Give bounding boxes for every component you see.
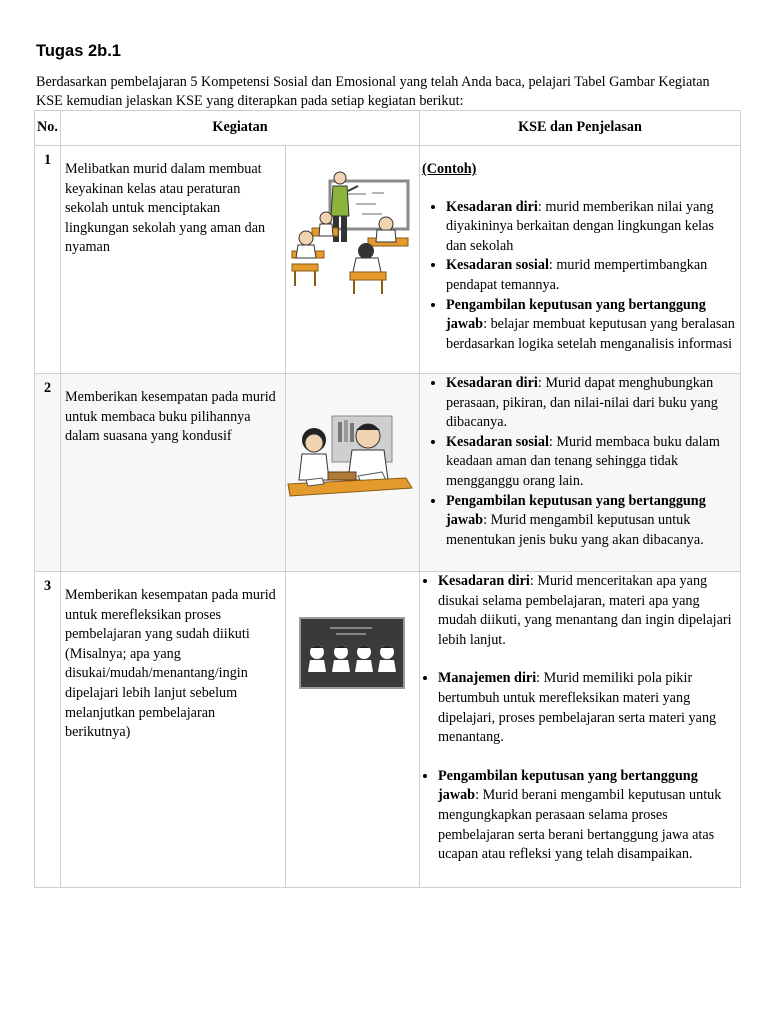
kse-list — [422, 198, 736, 355]
list-item — [446, 198, 736, 257]
row-number: 3 — [35, 572, 61, 888]
kse-term: Kesadaran diri — [446, 375, 538, 391]
kse-term: Pengambilan keputusan yang bertanggung jawab — [446, 296, 706, 333]
kse-term: Kesadaran diri — [446, 198, 538, 215]
kse-explanation: : Murid menceritakan apa yang disukai selama pembelajaran, materi apa yang mudah diikuti, yang menantang dan ingin dipelajari lebih lanjut. — [438, 573, 732, 648]
table-row — [35, 146, 741, 374]
kse-explanation: : Murid dapat menghubungkan perasaan, pikiran, dan nilai-nilai dari buku yang dibacanya. — [446, 375, 718, 431]
activity-image — [286, 146, 420, 374]
kse-term: Pengambilan keputusan yang bertanggung jawab — [438, 767, 698, 804]
list-item — [446, 374, 736, 433]
contoh-label: (Contoh) — [422, 161, 477, 177]
intro-paragraph: Berdasarkan pembelajaran 5 Kompetensi Sosial dan Emosional yang telah Anda baca, pelajari Tabel Gambar Kegiatan KSE kemudian jelaskan KSE yang diterapkan pada setiap kegiatan berikut: — [36, 74, 710, 109]
page-title: Tugas 2b.1 — [36, 42, 121, 60]
list-item — [438, 767, 736, 865]
kse-explanation: : Murid memiliki pola pikir bertumbuh untuk merefleksikan materi yang dipelajari, proses pembelajaran serta materi yang menantang. — [438, 670, 717, 746]
activity-image — [286, 374, 420, 572]
kse-cell — [420, 146, 741, 374]
kse-explanation: : Murid berani mengambil keputusan untuk mengungkapkan perasaan selama proses pembelajaran serta berani bertanggung jawa atas ucapan atau refleksi yang telah disampaikan. — [438, 787, 722, 863]
kse-explanation: : Murid membaca buku dalam keadaan aman dan tenang sehingga tidak mengganggu orang lain. — [446, 433, 720, 489]
row-number: 2 — [35, 374, 61, 572]
kse-explanation: : belajar membuat keputusan yang beralasan berdasarkan logika setelah menganalisis informasi — [446, 316, 735, 352]
list-item — [446, 492, 736, 551]
kse-term: Kesadaran sosial — [446, 257, 549, 274]
list-item — [446, 256, 736, 295]
list-item — [438, 572, 736, 650]
header-no: No. — [35, 111, 61, 146]
header-kse: KSE dan Penjelasan — [420, 111, 741, 146]
kegiatan-text: Memberikan kesempatan pada murid untuk merefleksikan proses pembelajaran yang sudah diikuti (Misalnya; apa yang disukai/mudah/menantang/ingin dipelajari lebih lanjut sebelum melanjutkan pembelajaran berikutnya) — [61, 572, 286, 888]
header-kegiatan: Kegiatan — [61, 111, 420, 146]
kegiatan-text: Melibatkan murid dalam membuat keyakinan kelas atau peraturan sekolah untuk menciptakan lingkungan sekolah yang aman dan nyaman — [61, 146, 286, 374]
activity-image — [286, 572, 420, 888]
kse-term: Kesadaran diri — [438, 573, 530, 589]
kse-table — [34, 110, 741, 888]
kse-term: Manajemen diri — [438, 670, 537, 687]
list-item — [446, 433, 736, 492]
list-item — [446, 296, 736, 355]
students-reading-illustration — [286, 380, 419, 530]
list-item — [438, 669, 736, 747]
table-row — [35, 572, 741, 888]
table-header-row — [35, 111, 741, 146]
kegiatan-text: Memberikan kesempatan pada murid untuk membaca buku pilihannya dalam suasana yang kondusif — [61, 374, 286, 572]
chalkboard-students-illustration — [286, 582, 419, 722]
kse-term: Pengambilan keputusan yang bertanggung jawab — [446, 492, 706, 529]
kse-list — [422, 374, 736, 550]
classroom-teacher-illustration — [286, 146, 419, 306]
kse-explanation: : murid memberikan nilai yang diyakininya berkaitan dengan lingkungan kelas dan sekolah — [446, 198, 714, 254]
kse-list — [422, 572, 736, 865]
kse-cell — [420, 572, 741, 888]
kse-term: Kesadaran sosial — [446, 433, 549, 450]
kse-explanation: : murid mempertimbangkan pendapat temannya. — [446, 257, 708, 293]
kse-explanation: : Murid mengambil keputusan untuk menentukan jenis buku yang akan dibacanya. — [446, 512, 704, 548]
table-row — [35, 374, 741, 572]
kse-cell — [420, 374, 741, 572]
row-number: 1 — [35, 146, 61, 374]
